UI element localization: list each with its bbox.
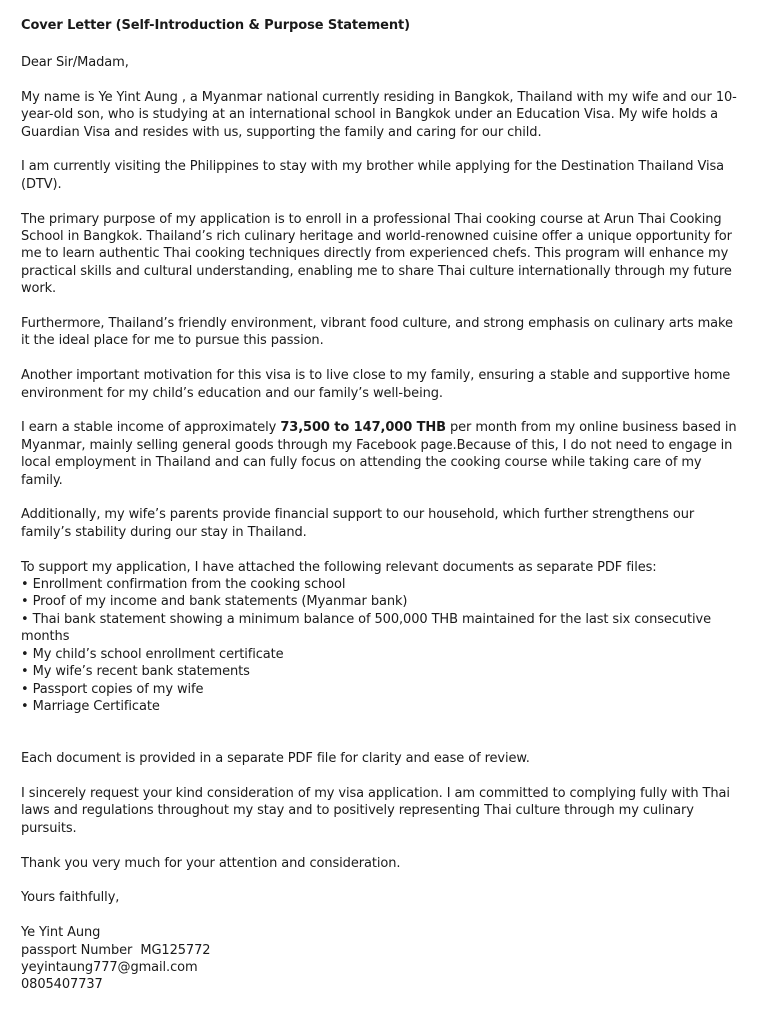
environment-paragraph: Furthermore, Thailand’s friendly environment, vibrant food culture, and strong emphasis on culinary arts make it the ideal place for me to pursue this passion. [21,316,733,349]
letter-title: Cover Letter (Self-Introduction & Purpose Statement) [21,18,411,33]
support-paragraph: Additionally, my wife’s parents provide financial support to our household, which further strengthens our family’s stability during our stay in Thailand. [21,507,695,540]
signature-name: Ye Yint Aung [21,925,101,941]
family-paragraph: Another important motivation for this visa is to live close to my family, ensuring a stable and supportive home environment for my child’s education and our family’s well-being. [21,368,731,401]
visit-paragraph: I am currently visiting the Philippines to stay with my brother while applying for the Destination Thailand Visa (DTV). [21,159,725,192]
list-item: • Proof of my income and bank statements (Myanmar bank) [21,594,408,610]
income-amount: 73,500 to 147,000 THB [280,420,446,436]
intro-paragraph: My name is Ye Yint Aung , a Myanmar national currently residing in Bangkok, Thailand with my wife and our 10-year-old son, who is studying at an international school in Bangkok under an Education Visa. My wife holds a Guardian Visa and resides with us, supporting the family and caring for our child. [21,89,737,140]
list-item: • Thai bank statement showing a minimum balance of 500,000 THB maintained for the last six consecutive months [21,611,712,645]
list-item: • My wife’s recent bank statements [21,664,250,680]
income-text-after: per month from my online business based in Myanmar, mainly selling general goods through my Facebook page.Because of this, I do not need to engage in local employment in Thailand and can fully focus on attending the cooking course while taking care of my family. [21,420,737,488]
thanks-paragraph: Thank you very much for your attention and consideration. [21,855,401,871]
documents-intro: To support my application, I have attached the following relevant documents as separate PDF files: [21,559,657,575]
passport-number: passport Number MG125772 [21,942,211,958]
list-item: • My child’s school enrollment certificate [21,646,284,662]
list-item: • Marriage Certificate [21,698,160,714]
list-item: • Passport copies of my wife [21,681,204,697]
salutation: Dear Sir/Madam, [21,55,129,70]
documents-list [21,576,744,715]
closing: Yours faithfully, [21,890,120,906]
request-paragraph: I sincerely request your kind consideration of my visa application. I am committed to complying fully with Thai laws and regulations throughout my stay and to positively representing Thai culture through my culinary pursuits. [21,785,730,836]
phone-number: 0805407737 [21,977,103,993]
signature-block [21,924,744,994]
list-item: • Enrollment confirmation from the cooking school [21,577,346,593]
email-address: yeyintaung777@gmail.com [21,959,198,975]
income-paragraph [21,419,744,489]
income-text-before: I earn a stable income of approximately [21,420,281,436]
separate-files-paragraph: Each document is provided in a separate PDF file for clarity and ease of review. [21,751,530,767]
purpose-paragraph: The primary purpose of my application is to enroll in a professional Thai cooking course at Arun Thai Cooking School in Bangkok. Thailand’s rich culinary heritage and world-renowned cuisine offer a unique opportunity for me to learn authentic Thai cooking techniques directly from experienced chefs. This program will enhance my practical skills and cultural understanding, enabling me to share Thai culture internationally through my future work. [21,211,732,297]
